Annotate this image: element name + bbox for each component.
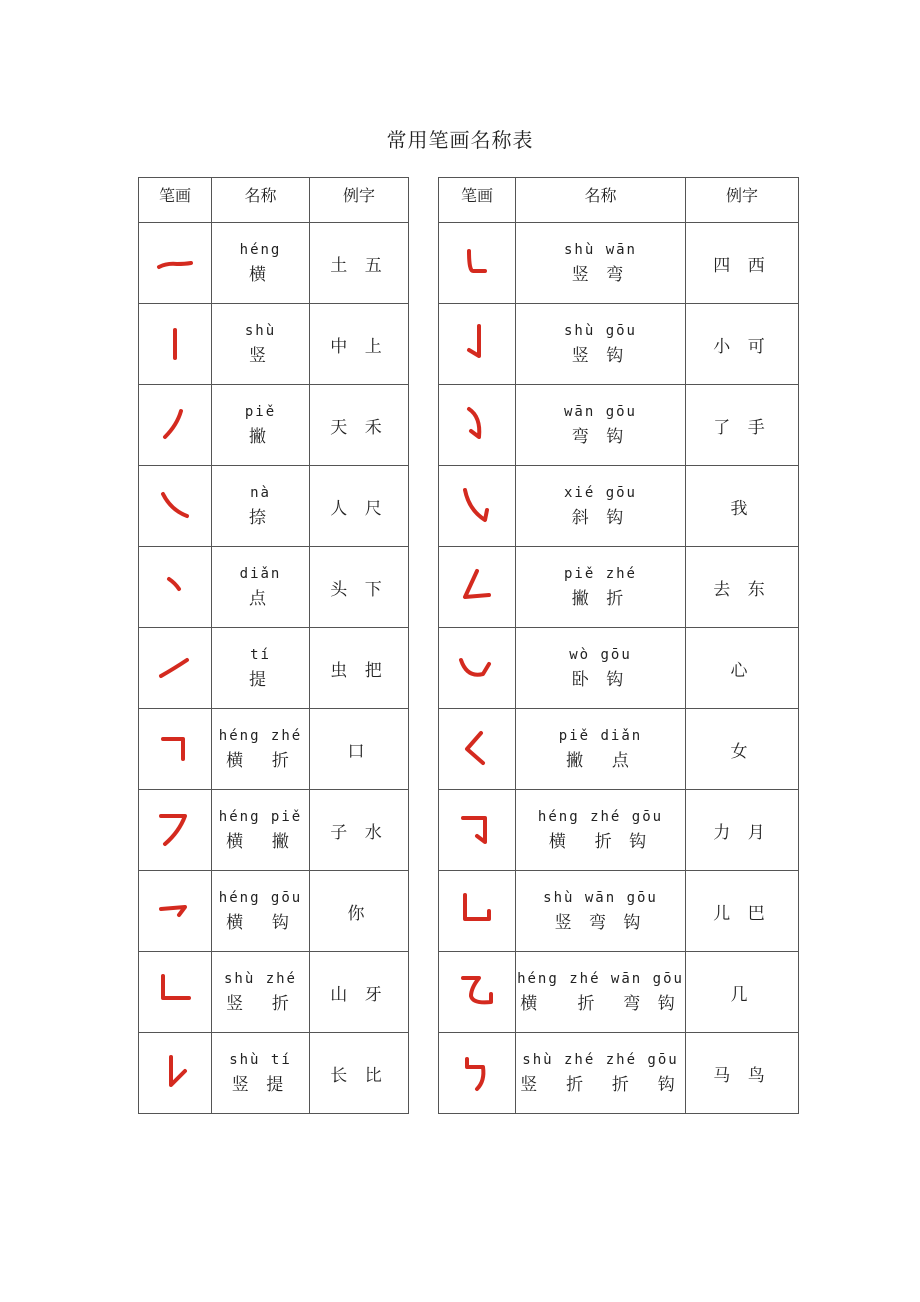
stroke-name: 斜 钩 [571, 508, 630, 528]
table-row [139, 1033, 409, 1114]
stroke-cell [139, 709, 212, 790]
stroke-name: 点 [249, 589, 272, 609]
heng-zhe-wan-gou-stroke-icon [455, 970, 499, 1014]
example-characters: 四 西 [686, 223, 799, 304]
stroke-pinyin: héng [239, 242, 282, 258]
heng-pie-stroke-icon [153, 808, 197, 852]
name-cell [516, 304, 686, 385]
header-example: 例字 [310, 178, 409, 223]
heng-zhe-stroke-icon [153, 727, 197, 771]
example-characters: 了 手 [686, 385, 799, 466]
stroke-name: 竖 提 [231, 1075, 290, 1095]
shu-wan-stroke-icon [455, 241, 499, 285]
example-characters: 人 尺 [310, 466, 409, 547]
stroke-pinyin: shù zhé zhé gōu [522, 1052, 679, 1068]
pie-stroke-icon [153, 403, 197, 447]
table-header-row [139, 178, 409, 223]
stroke-pinyin: tí [250, 647, 271, 663]
example-characters: 力 月 [686, 790, 799, 871]
stroke-name: 横 撇 [226, 832, 295, 852]
table-row [439, 223, 799, 304]
table-row [139, 304, 409, 385]
table-row [139, 547, 409, 628]
stroke-cell [139, 952, 212, 1033]
example-characters: 心 [686, 628, 799, 709]
stroke-cell [439, 790, 516, 871]
table-row [139, 466, 409, 547]
stroke-name: 横 折 钩 [548, 832, 653, 852]
example-characters: 虫 把 [310, 628, 409, 709]
stroke-name: 横 折 弯 钩 [520, 994, 681, 1014]
table-row [139, 790, 409, 871]
table-header-row [439, 178, 799, 223]
example-characters: 长 比 [310, 1033, 409, 1114]
stroke-cell [439, 709, 516, 790]
table-row [439, 547, 799, 628]
table-row [439, 304, 799, 385]
stroke-name: 竖 折 折 钩 [520, 1075, 681, 1095]
stroke-name: 卧 钩 [571, 670, 630, 690]
table-row [139, 223, 409, 304]
stroke-name: 弯 钩 [571, 427, 630, 447]
name-cell [212, 952, 310, 1033]
table-row [439, 709, 799, 790]
stroke-name: 撇 折 [571, 589, 630, 609]
name-cell [516, 952, 686, 1033]
stroke-pinyin: piě zhé [563, 566, 637, 582]
stroke-cell [439, 385, 516, 466]
stroke-name: 捺 [249, 508, 272, 528]
stroke-name: 竖 [249, 346, 272, 366]
header-stroke: 笔画 [439, 178, 516, 223]
stroke-pinyin: piě [244, 404, 277, 420]
stroke-name: 撇 [249, 427, 272, 447]
table-row [439, 1033, 799, 1114]
example-characters: 土 五 [310, 223, 409, 304]
stroke-cell [439, 547, 516, 628]
table-row [439, 952, 799, 1033]
name-cell [212, 709, 310, 790]
name-cell [516, 385, 686, 466]
name-cell [212, 790, 310, 871]
pie-zhe-stroke-icon [455, 565, 499, 609]
example-characters: 头 下 [310, 547, 409, 628]
stroke-cell [439, 223, 516, 304]
stroke-pinyin: shù wān gōu [543, 890, 658, 906]
name-cell [212, 1033, 310, 1114]
ti-stroke-icon [153, 646, 197, 690]
stroke-pinyin: héng zhé [218, 728, 303, 744]
table-row [439, 628, 799, 709]
name-cell [516, 790, 686, 871]
name-cell [212, 385, 310, 466]
stroke-pinyin: shù tí [229, 1052, 292, 1068]
stroke-cell [439, 304, 516, 385]
stroke-table-right [438, 177, 799, 1114]
stroke-pinyin: diǎn [239, 566, 282, 582]
name-cell [516, 871, 686, 952]
shu-zhe-stroke-icon [153, 970, 197, 1014]
example-characters: 女 [686, 709, 799, 790]
name-cell [212, 223, 310, 304]
stroke-name: 竖 弯 [571, 265, 630, 285]
header-name: 名称 [516, 178, 686, 223]
name-cell [212, 304, 310, 385]
table-row [439, 871, 799, 952]
stroke-pinyin: héng gōu [218, 890, 303, 906]
stroke-cell [439, 628, 516, 709]
example-characters: 子 水 [310, 790, 409, 871]
example-characters: 我 [686, 466, 799, 547]
example-characters: 山 牙 [310, 952, 409, 1033]
example-characters: 天 禾 [310, 385, 409, 466]
stroke-name: 横 [249, 265, 272, 285]
stroke-pinyin: héng zhé wān gōu [517, 971, 684, 987]
stroke-cell [139, 466, 212, 547]
stroke-pinyin: shù wān [563, 242, 637, 258]
stroke-pinyin: nà [250, 485, 271, 501]
name-cell [516, 547, 686, 628]
header-name: 名称 [212, 178, 310, 223]
stroke-table-left [138, 177, 409, 1114]
example-characters: 小 可 [686, 304, 799, 385]
stroke-pinyin: shù zhé [223, 971, 297, 987]
name-cell [516, 1033, 686, 1114]
example-characters: 中 上 [310, 304, 409, 385]
stroke-cell [139, 628, 212, 709]
heng-gou-stroke-icon [153, 889, 197, 933]
name-cell [212, 628, 310, 709]
table-row [139, 871, 409, 952]
pie-dian-stroke-icon [455, 727, 499, 771]
stroke-pinyin: héng zhé gōu [537, 809, 664, 825]
heng-zhe-gou-stroke-icon [455, 808, 499, 852]
example-characters: 去 东 [686, 547, 799, 628]
shu-gou-stroke-icon [455, 322, 499, 366]
stroke-cell [139, 385, 212, 466]
example-characters: 口 [310, 709, 409, 790]
stroke-cell [139, 790, 212, 871]
stroke-pinyin: shù [244, 323, 277, 339]
stroke-cell [439, 952, 516, 1033]
table-row [139, 385, 409, 466]
stroke-cell [439, 871, 516, 952]
table-row [139, 709, 409, 790]
name-cell [516, 223, 686, 304]
example-characters: 马 鸟 [686, 1033, 799, 1114]
stroke-cell [139, 871, 212, 952]
stroke-pinyin: wān gōu [563, 404, 637, 420]
name-cell [516, 709, 686, 790]
stroke-cell [139, 1033, 212, 1114]
name-cell [516, 628, 686, 709]
stroke-cell [139, 304, 212, 385]
dian-stroke-icon [153, 565, 197, 609]
table-row [139, 952, 409, 1033]
page-title: 常用笔画名称表 [386, 128, 534, 152]
shu-wan-gou-stroke-icon [455, 889, 499, 933]
name-cell [212, 871, 310, 952]
stroke-pinyin: xié gōu [563, 485, 637, 501]
stroke-cell [139, 223, 212, 304]
xie-gou-stroke-icon [455, 484, 499, 528]
stroke-pinyin: shù gōu [563, 323, 637, 339]
stroke-cell [439, 1033, 516, 1114]
stroke-pinyin: wò gōu [569, 647, 632, 663]
wan-gou-stroke-icon [455, 403, 499, 447]
table-row [439, 466, 799, 547]
stroke-cell [139, 547, 212, 628]
stroke-pinyin: héng piě [218, 809, 303, 825]
table-row [139, 628, 409, 709]
wo-gou-stroke-icon [455, 646, 499, 690]
name-cell [212, 466, 310, 547]
heng-stroke-icon [153, 241, 197, 285]
stroke-name: 撇 点 [566, 751, 635, 771]
example-characters: 你 [310, 871, 409, 952]
name-cell [516, 466, 686, 547]
stroke-cell [439, 466, 516, 547]
shu-stroke-icon [153, 322, 197, 366]
example-characters: 儿 巴 [686, 871, 799, 952]
header-example: 例字 [686, 178, 799, 223]
na-stroke-icon [153, 484, 197, 528]
shu-zhe-zhe-gou-stroke-icon [455, 1051, 499, 1095]
stroke-name: 横 折 [226, 751, 295, 771]
name-cell [212, 547, 310, 628]
table-row [439, 385, 799, 466]
shu-ti-stroke-icon [153, 1051, 197, 1095]
header-stroke: 笔画 [139, 178, 212, 223]
stroke-name: 提 [249, 670, 272, 690]
example-characters: 几 [686, 952, 799, 1033]
table-row [439, 790, 799, 871]
stroke-pinyin: piě diǎn [558, 728, 643, 744]
stroke-name: 横 钩 [226, 913, 295, 933]
stroke-name: 竖 钩 [571, 346, 630, 366]
stroke-name: 竖 弯 钩 [554, 913, 647, 933]
stroke-name: 竖 折 [226, 994, 295, 1014]
